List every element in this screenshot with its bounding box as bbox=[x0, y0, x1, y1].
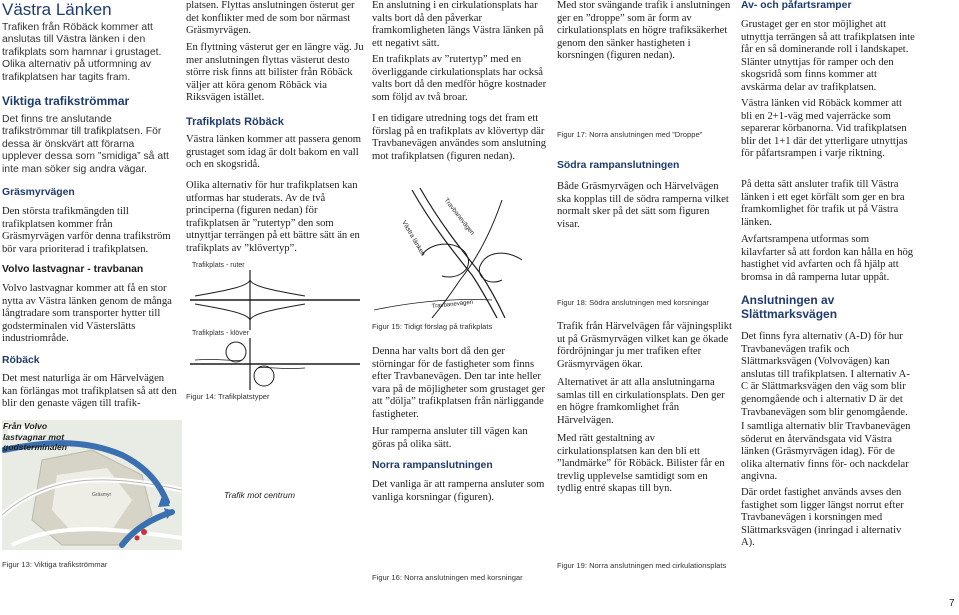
page-title: Västra Länken bbox=[2, 0, 112, 19]
norra-text: Det vanliga är att ramperna ansluter som vanliga korsningar (figuren). bbox=[372, 479, 545, 503]
road-label-travbanevagen-2: Travbanevägen bbox=[431, 299, 474, 310]
heading-volvo: Volvo lastvagnar - travbanan bbox=[2, 264, 144, 275]
col3-text-4: Denna har valts bort då den ger störningar för de fastigheter som finns efter Travbanevägen. Den tar inte heller vara på de möjligheter som grustaget ger att ”dölja” trafikplatsen från närliggande fastigheter. bbox=[372, 346, 545, 420]
heading-av-och-pafartsramper: Av- och påfartsramper bbox=[741, 0, 852, 11]
heading-norra-rampanslutningen: Norra rampanslutningen bbox=[372, 460, 493, 471]
early-proposal-diagram bbox=[372, 180, 552, 318]
figure-14-caption: Figur 14: Trafikplatstyper bbox=[186, 392, 270, 401]
intro-text: Trafiken från Röbäck kommer att anslutas till Västra länken i den trafikplats som hamnar i grustaget. Olika alternativ på utformning av trafikplatsen har tagits fram. bbox=[2, 22, 162, 83]
trafikplats-text: Västra länken kommer att passera genom grustaget som idag är dolt bakom en vall och en skogsridå. bbox=[186, 134, 362, 171]
road-label-travbanevagen: Travbanevägen bbox=[442, 196, 476, 237]
heading-roback: Röbäck bbox=[2, 355, 40, 366]
col5-text-5: I samtliga alternativ blir Travbanevägen söderut en återvändsgata vid Västra länken (Gräsmyrvägen idag). För de olika alternativ finns för- och nackdelar angivna. bbox=[741, 421, 911, 483]
col4-text-2: Trafik från Härvelvägen får väjningsplikt ut på Gräsmyrvägen vilket kan ge ökade fördröjningar ju mer trafiken efter Gräsmyrvägen ökar. bbox=[557, 321, 732, 370]
map-label-centrum: Trafik mot centrum bbox=[224, 490, 295, 500]
figure-18-caption: Figur 18: Södra anslutningen med korsningar bbox=[557, 298, 709, 307]
figure-15-caption: Figur 15: Tidigt förslag på trafikplats bbox=[372, 322, 493, 331]
col5-text-3: På detta sätt ansluter trafik till Västra länken i ett eget körfält som ger en bra framkomlighet för trafik ut på Västra länken. bbox=[741, 179, 905, 228]
label-klover: Trafikplats - klöver bbox=[192, 330, 249, 337]
sodra-text: Både Gräsmyrvägen och Härvelvägen ska kopplas till de södra ramperna vilket normalt sker på det sätt som figuren visar. bbox=[557, 181, 729, 230]
heading-grasmyrvagen: Gräsmyrvägen bbox=[2, 187, 75, 198]
figure-16-caption: Figur 16: Norra anslutningen med korsningar bbox=[372, 573, 523, 582]
klover-diagram bbox=[190, 338, 360, 390]
col3-text-3: I en tidigare utredning togs det fram ett förslag på en trafikplats av klövertyp där Travbanevägen användes som anslutning mot trafikplatsen (figuren nedan). bbox=[372, 113, 547, 162]
ramp-text: Grustaget ger en stor möjlighet att utnyttja terrängen så att trafikplatsen inte får en så dominerande roll i landskapet. Slänter utnyttjas för ramper och den skogsridå som finns kommer att avskärma delar av trafikplatsen. bbox=[741, 19, 915, 93]
col2-text-2: En flyttning västerut ger en längre väg. Ju mer anslutningen flyttas västerut desto större risk finns att bilister från Röbäck väljer att köra genom Röbäck via Riksvägen istället. bbox=[186, 42, 364, 104]
figure-17-caption: Figur 17: Norra anslutningen med ”Droppe” bbox=[557, 130, 703, 139]
map-label-volvo: Från Volvo lastvagnar mot godsterminalen bbox=[3, 421, 67, 452]
label-ruter: Trafikplats - ruter bbox=[192, 262, 245, 269]
col5-text-6: Där ordet fastighet används avses den fastighet som ligger längst norrut efter Travbanevägen i korsningen med Slättmarksvägen (inringad i alternativ A). bbox=[741, 487, 904, 549]
ruter-diagram bbox=[190, 270, 360, 330]
col4-text-4: Med rätt gestaltning av cirkulationsplatsen kan den bli ett ”landmärke” för Röbäck. Bilister får en trevlig upplevelse samtidigt som en tydlig entré skapas till byn. bbox=[557, 433, 725, 495]
slatt-text: Det finns fyra alternativ (A-D) för hur Travbanevägen trafik och Slättmarksvägen (Volvovägen) kan anslutas till trafikplatsen. I alternativ A-C är Slättmarksvägen den väg som blir genomgående och i alternativ D är det Travbanevägen som blir genomgående. bbox=[741, 331, 910, 418]
heading-trafikplats-roback: Trafikplats Röbäck bbox=[186, 116, 284, 128]
col3-text-2: En trafikplats av ”rutertyp” med en överliggande cirkulationsplats har också valts bort då den medför högre kostnader som följd av två broar. bbox=[372, 54, 547, 103]
figure-13-caption: Figur 13: Viktiga trafikströmmar bbox=[2, 560, 108, 569]
heading-sodra-rampanslutningen: Södra rampanslutningen bbox=[557, 160, 680, 171]
col5-text-2: Västra länken vid Röbäck kommer att bli en 2+1-väg med vajerräcke som separerar körbanorna. Vid trafikplatsen blir det 1+1 där det ytterligare utnyttjas för påfartsrampen i varje riktning. bbox=[741, 98, 908, 160]
col4-text-3: Alternativet är att alla anslutningarna samlas till en cirkulationsplats. Den ger en högre framkomlighet från Härvelvägen. bbox=[557, 377, 725, 426]
heading-slattmarksvagen: Anslutningen av Slättmarksvägen bbox=[741, 293, 838, 321]
volvo-text: Volvo lastvagnar kommer att få en stor nytta av Västra länken genom de många långtradare som transporter hytter till godsterminalen vid Västerslätts industriområde. bbox=[2, 283, 172, 345]
col3-text-1: En anslutning i en cirkulationsplats har valts bort då den påverkar framkomligheten längs Västra länken på ett negativt sätt. bbox=[372, 0, 544, 49]
col4-text-1: Med stor svängande trafik i anslutningen ger en ”droppe” som är form av cirkulationsplats en högre trafiksäkerhet genom den sänker hastigheten i korsningen (figuren nedan). bbox=[557, 0, 731, 62]
col5-text-4: Avfartsrampena utformas som kilavfarter så att fordon kan hålla en hög hastighet vid avfarten och få hjälp att bromsa in då ramperna lutar uppåt. bbox=[741, 234, 914, 283]
flows-text: Det finns tre anslutande trafikströmmar till trafikplatsen. För dessa är önskvärt att förarna upplever dessa som ”smidiga” så att inte man söker sig andra vägar. bbox=[2, 114, 169, 175]
grasmyr-text: Den största trafikmängden till trafikplatsen kommer från Gräsmyrvägen varför denna trafikström bör vara prioriterad i trafikplatsen. bbox=[2, 206, 171, 255]
alternatives-text: Olika alternativ för hur trafikplatsen kan utformas har studerats. Av de två principerna (figuren nedan) för trafikplatsen är ”rutertyp” den som utnyttjar terrängen på ett bättre sätt än en trafikplats av ”klövertyp”. bbox=[186, 180, 360, 254]
road-label-vastra-lanken: Västra länken bbox=[400, 219, 427, 258]
map-small-label: Gräsmyr bbox=[92, 492, 112, 498]
figure-19-caption: Figur 19: Norra anslutningen med cirkulationsplats bbox=[557, 561, 727, 570]
page-number: 7 bbox=[949, 598, 955, 609]
heading-viktiga-trafikstrommar: Viktiga trafikströmmar bbox=[2, 94, 130, 108]
col3-text-5: Hur ramperna ansluter till vägen kan göras på olika sätt. bbox=[372, 426, 528, 450]
col2-text-1: platsen. Flyttas anslutningen österut ger det konflikter med de som bor närmast Gräsmyrvägen. bbox=[186, 0, 355, 37]
roback-text: Det mest naturliga är om Härvelvägen kan förlängas mot trafikplatsen så att den blir den genaste vägen till trafik- bbox=[2, 373, 177, 410]
